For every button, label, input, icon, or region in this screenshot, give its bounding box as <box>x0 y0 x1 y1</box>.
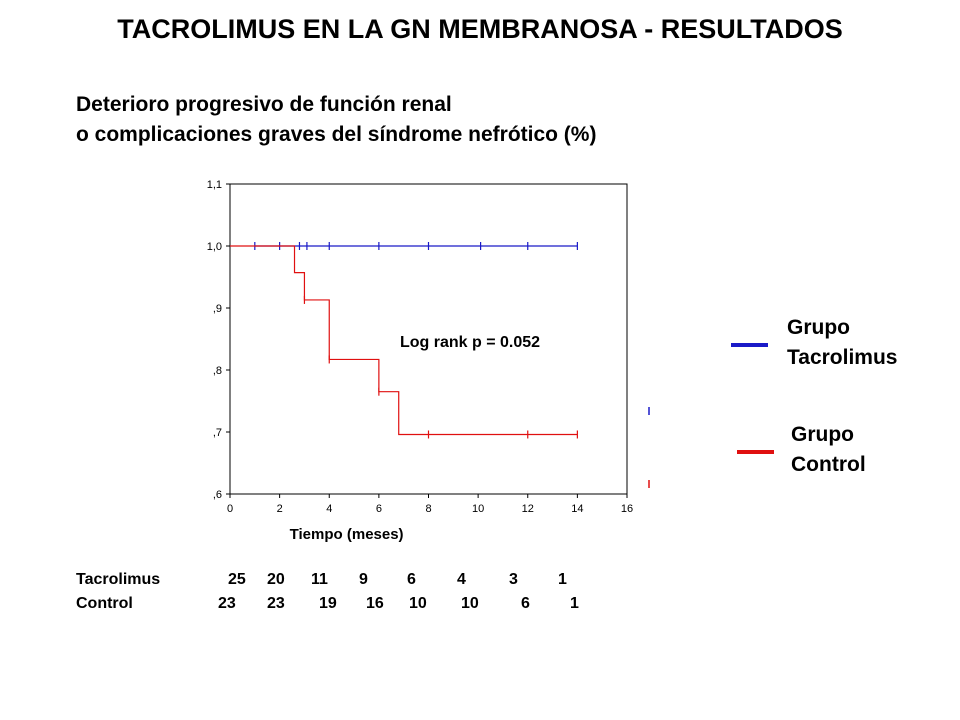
risk-label-control: Control <box>76 595 133 612</box>
y-tick-label: ,6 <box>212 489 222 501</box>
risk-row-tacrolimus <box>76 571 636 595</box>
subtitle-line-2: o complicaciones graves del síndrome nefrótico (%) <box>76 123 597 146</box>
legend-label-control <box>791 420 866 480</box>
x-tick-label: 0 <box>226 503 234 515</box>
x-tick-label: 4 <box>326 503 333 515</box>
x-tick-label: 16 <box>620 503 634 515</box>
risk-cell: 9 <box>359 571 368 588</box>
x-axis-label: Tiempo (meses) <box>289 526 404 543</box>
y-tick-label: ,8 <box>212 365 222 377</box>
risk-cell: 6 <box>521 595 530 612</box>
subtitle-line-1: Deterioro progresivo de función renal <box>76 93 452 116</box>
x-tick-label: 10 <box>472 503 485 515</box>
risk-cell: 10 <box>409 595 427 612</box>
risk-cell: 25 <box>228 571 246 588</box>
risk-cell: 10 <box>461 595 479 612</box>
risk-cell: 1 <box>558 571 567 588</box>
risk-cell: 23 <box>267 595 285 612</box>
legend-tacrolimus-line-1: Grupo <box>787 316 850 339</box>
legend-control-line-1: Grupo <box>791 423 854 446</box>
page-title: TACROLIMUS EN LA GN MEMBRANOSA - RESULTADOS <box>117 14 843 44</box>
risk-cell: 11 <box>311 571 328 588</box>
legend-control-line-2: Control <box>791 453 866 476</box>
x-tick-label: 2 <box>276 503 283 515</box>
risk-cell: 19 <box>319 595 337 612</box>
risk-cell: 3 <box>509 571 518 588</box>
log-rank-annotation: Log rank p = 0.052 <box>400 334 541 351</box>
y-tick-label: ,7 <box>212 427 222 439</box>
x-tick-label: 8 <box>425 503 432 515</box>
legend-tacrolimus-line-2: Tacrolimus <box>787 346 898 369</box>
risk-cell: 6 <box>407 571 416 588</box>
legend-swatch-control <box>737 450 774 454</box>
risk-cell: 20 <box>267 571 285 588</box>
risk-cell: 16 <box>366 595 384 612</box>
y-tick-label: ,9 <box>212 303 222 315</box>
risk-cell: 23 <box>218 595 236 612</box>
x-tick-label: 12 <box>521 503 534 515</box>
risk-cell: 1 <box>570 595 579 612</box>
risk-label-tacrolimus: Tacrolimus <box>76 571 161 588</box>
legend-label-tacrolimus <box>787 313 897 373</box>
y-tick-label: 1,0 <box>206 241 222 253</box>
risk-table <box>76 571 636 619</box>
legend-swatch-tacrolimus <box>731 343 768 347</box>
x-tick-label: 6 <box>375 503 382 515</box>
risk-cell: 4 <box>457 571 466 588</box>
y-tick-label: 1,1 <box>206 179 222 191</box>
x-tick-label: 14 <box>571 503 584 515</box>
risk-row-control <box>76 595 636 619</box>
